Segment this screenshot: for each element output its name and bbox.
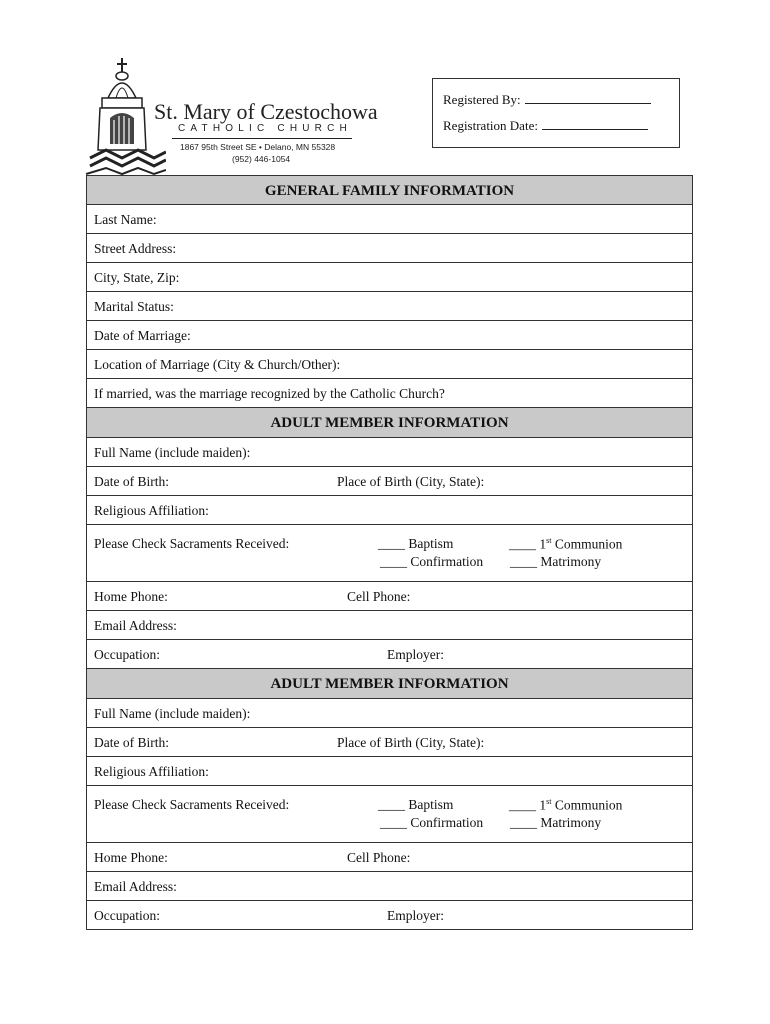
church-subtitle: CATHOLIC CHURCH — [178, 123, 352, 134]
last-name-field[interactable] — [86, 205, 693, 234]
section-adult-member-1: ADULT MEMBER INFORMATION — [86, 408, 693, 438]
marital-status-field[interactable] — [86, 292, 693, 321]
cell-phone-label: Cell Phone: — [347, 850, 411, 865]
cell-phone-label: Cell Phone: — [347, 589, 411, 604]
date-of-birth-label: Date of Birth: — [94, 735, 169, 750]
employer-label: Employer: — [387, 647, 444, 662]
sacraments-label: Please Check Sacraments Received: — [94, 797, 290, 812]
adult1-occupation-row — [86, 640, 693, 669]
place-of-birth-label: Place of Birth (City, State): — [337, 474, 485, 489]
first-communion-checkbox[interactable] — [509, 536, 622, 553]
registration-box — [432, 78, 680, 148]
adult1-full-name-field[interactable] — [86, 438, 693, 467]
home-phone-label: Home Phone: — [94, 850, 168, 865]
date-of-birth-label: Date of Birth: — [94, 474, 169, 489]
adult2-birth-row — [86, 728, 693, 757]
religious-affiliation-label: Religious Affiliation: — [94, 503, 209, 518]
adult2-sacraments-row — [86, 786, 693, 843]
full-name-label: Full Name (include maiden): — [94, 445, 251, 460]
church-address: 1867 95th Street SE • Delano, MN 55328 — [180, 142, 336, 152]
adult1-birth-row — [86, 467, 693, 496]
adult1-phone-row — [86, 582, 693, 611]
header-divider — [172, 138, 352, 139]
church-name: St. Mary of Czestochowa — [154, 99, 378, 124]
date-of-marriage-field[interactable] — [86, 321, 693, 350]
adult2-religious-affiliation-field[interactable] — [86, 757, 693, 786]
communion-ordinal: st — [546, 797, 552, 806]
street-address-field[interactable] — [86, 234, 693, 263]
marital-status-label: Marital Status: — [94, 299, 174, 314]
adult2-phone-row — [86, 843, 693, 872]
registered-by-row — [443, 92, 651, 108]
church-phone: (952) 446-1054 — [232, 154, 291, 164]
adult1-religious-affiliation-field[interactable] — [86, 496, 693, 525]
religious-affiliation-label: Religious Affiliation: — [94, 764, 209, 779]
adult2-email-field[interactable] — [86, 872, 693, 901]
adult1-sacraments-row — [86, 525, 693, 582]
home-phone-label: Home Phone: — [94, 589, 168, 604]
marriage-location-field[interactable] — [86, 350, 693, 379]
city-state-zip-label: City, State, Zip: — [94, 270, 180, 285]
adult2-occupation-row — [86, 901, 693, 930]
adult2-full-name-field[interactable] — [86, 699, 693, 728]
confirmation-checkbox[interactable]: ____ Confirmation — [380, 815, 484, 830]
matrimony-checkbox[interactable]: ____ Matrimony — [510, 815, 602, 830]
city-state-zip-field[interactable] — [86, 263, 693, 292]
employer-label: Employer: — [387, 908, 444, 923]
full-name-label: Full Name (include maiden): — [94, 706, 251, 721]
street-address-label: Street Address: — [94, 241, 177, 256]
baptism-checkbox[interactable]: ____ Baptism — [378, 536, 454, 551]
section-adult-member-2: ADULT MEMBER INFORMATION — [86, 669, 693, 699]
communion-prefix: ____ 1 — [509, 797, 547, 813]
marriage-recognized-field[interactable] — [86, 379, 693, 408]
occupation-label: Occupation: — [94, 647, 160, 662]
first-communion-checkbox[interactable] — [509, 797, 622, 814]
place-of-birth-label: Place of Birth (City, State): — [337, 735, 485, 750]
baptism-checkbox[interactable]: ____ Baptism — [378, 797, 454, 812]
email-address-label: Email Address: — [94, 879, 177, 894]
registration-date-label: Registration Date: — [443, 118, 538, 133]
date-of-marriage-label: Date of Marriage: — [94, 328, 191, 343]
communion-suffix: Communion — [551, 797, 623, 813]
matrimony-checkbox[interactable]: ____ Matrimony — [510, 554, 602, 569]
section-general-family: GENERAL FAMILY INFORMATION — [86, 175, 693, 205]
occupation-label: Occupation: — [94, 908, 160, 923]
confirmation-checkbox[interactable]: ____ Confirmation — [380, 554, 484, 569]
registration-form — [86, 175, 693, 930]
communion-prefix: ____ 1 — [509, 536, 547, 552]
email-address-label: Email Address: — [94, 618, 177, 633]
marriage-location-label: Location of Marriage (City & Church/Other): — [94, 357, 341, 372]
sacraments-label: Please Check Sacraments Received: — [94, 536, 290, 551]
last-name-label: Last Name: — [94, 212, 157, 227]
marriage-recognized-label: If married, was the marriage recognized by the Catholic Church? — [94, 386, 445, 401]
communion-suffix: Communion — [551, 536, 623, 552]
registered-by-label: Registered By: — [443, 92, 521, 107]
adult1-email-field[interactable] — [86, 611, 693, 640]
registration-date-field[interactable] — [542, 128, 648, 130]
registration-date-row — [443, 118, 648, 134]
communion-ordinal: st — [546, 536, 552, 545]
registered-by-field[interactable] — [525, 102, 651, 104]
